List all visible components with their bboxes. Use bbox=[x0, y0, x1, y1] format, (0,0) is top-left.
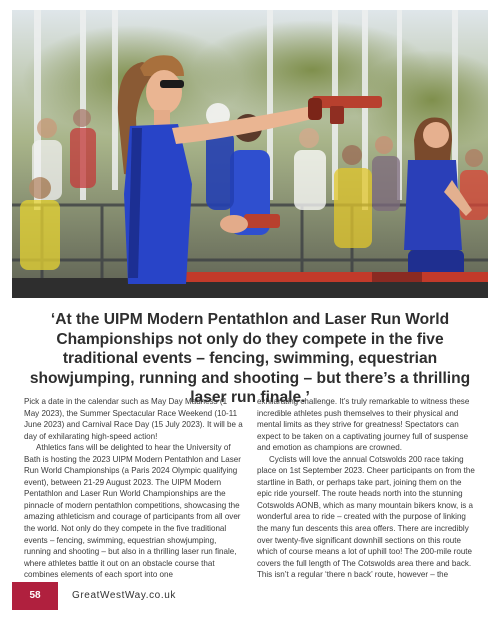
page-footer bbox=[0, 582, 500, 610]
hero-photo bbox=[12, 10, 488, 298]
paragraph: exhilarating challenge. It’s truly remarkable to witness these incredible athletes push themselves to their physical and mental limits as they strive for greatness! Spectators can expect to be taken on a captivating journey full of suspense and emotion as champions are crowned. bbox=[257, 397, 470, 453]
paragraph: Cyclists will love the annual Cotswolds 200 race taking place on 1st September 2023. Cheer participants on from the startline in Bath, or perhaps take part, joining them on the epic ride yourself. The route heads north into the stunning Cotswolds AONB, which as many mountain bikers know, is a wonderful area to ride – created with the purpose of linking the many fun descents this area offers. There are incredibly over twenty-five significant downhill sections on this route which of course means a lot of uphill too! The 200-mile route covers the full length of The Cotswolds area there and back. This isn’t a regular ‘there n back’ route, however – the bbox=[257, 454, 475, 580]
page-number: 58 bbox=[12, 582, 58, 610]
paragraph: Pick a date in the calendar such as May Day Madness (1 May 2023), the Summer Spectacular Race Weekend (10-11 June 2023) and Carnival Race Day (15 July 2023). It will be a day of exhilarating high-speed action! bbox=[24, 397, 243, 441]
paragraph: Athletics fans will be delighted to hear the University of Bath is hosting the 2023 UIPM Modern Pentathlon and Laser Run World Championships (a Paris 2024 Olympic qualifying event), between 21-29 August 2023. The UIPM Modern Pentathlon and Laser Run World Championships are the pinnacle of modern pentathlon competitions, showcasing the amazing athleticism and courage of participants from all over the world. Not only do they compete in the five traditional events – fencing, swimming, equestrian showjumping, running and shooting – but also in a thrilling laser run finale, where athletes battle it out on an obstacle course that combines elements of each sport into one bbox=[24, 443, 241, 580]
pull-quote: ‘At the UIPM Modern Pentathlon and Laser Run World Championships not only do they compete in the five traditional events – fencing, swimming, equestrian showjumping, running and shooting – but there’s a thrilling laser run finale.’ bbox=[29, 311, 471, 407]
website-link[interactable]: GreatWestWay.co.uk bbox=[72, 590, 176, 601]
photo-illustration bbox=[12, 10, 488, 298]
article-column-left bbox=[24, 396, 243, 581]
article-column-right bbox=[257, 396, 476, 581]
